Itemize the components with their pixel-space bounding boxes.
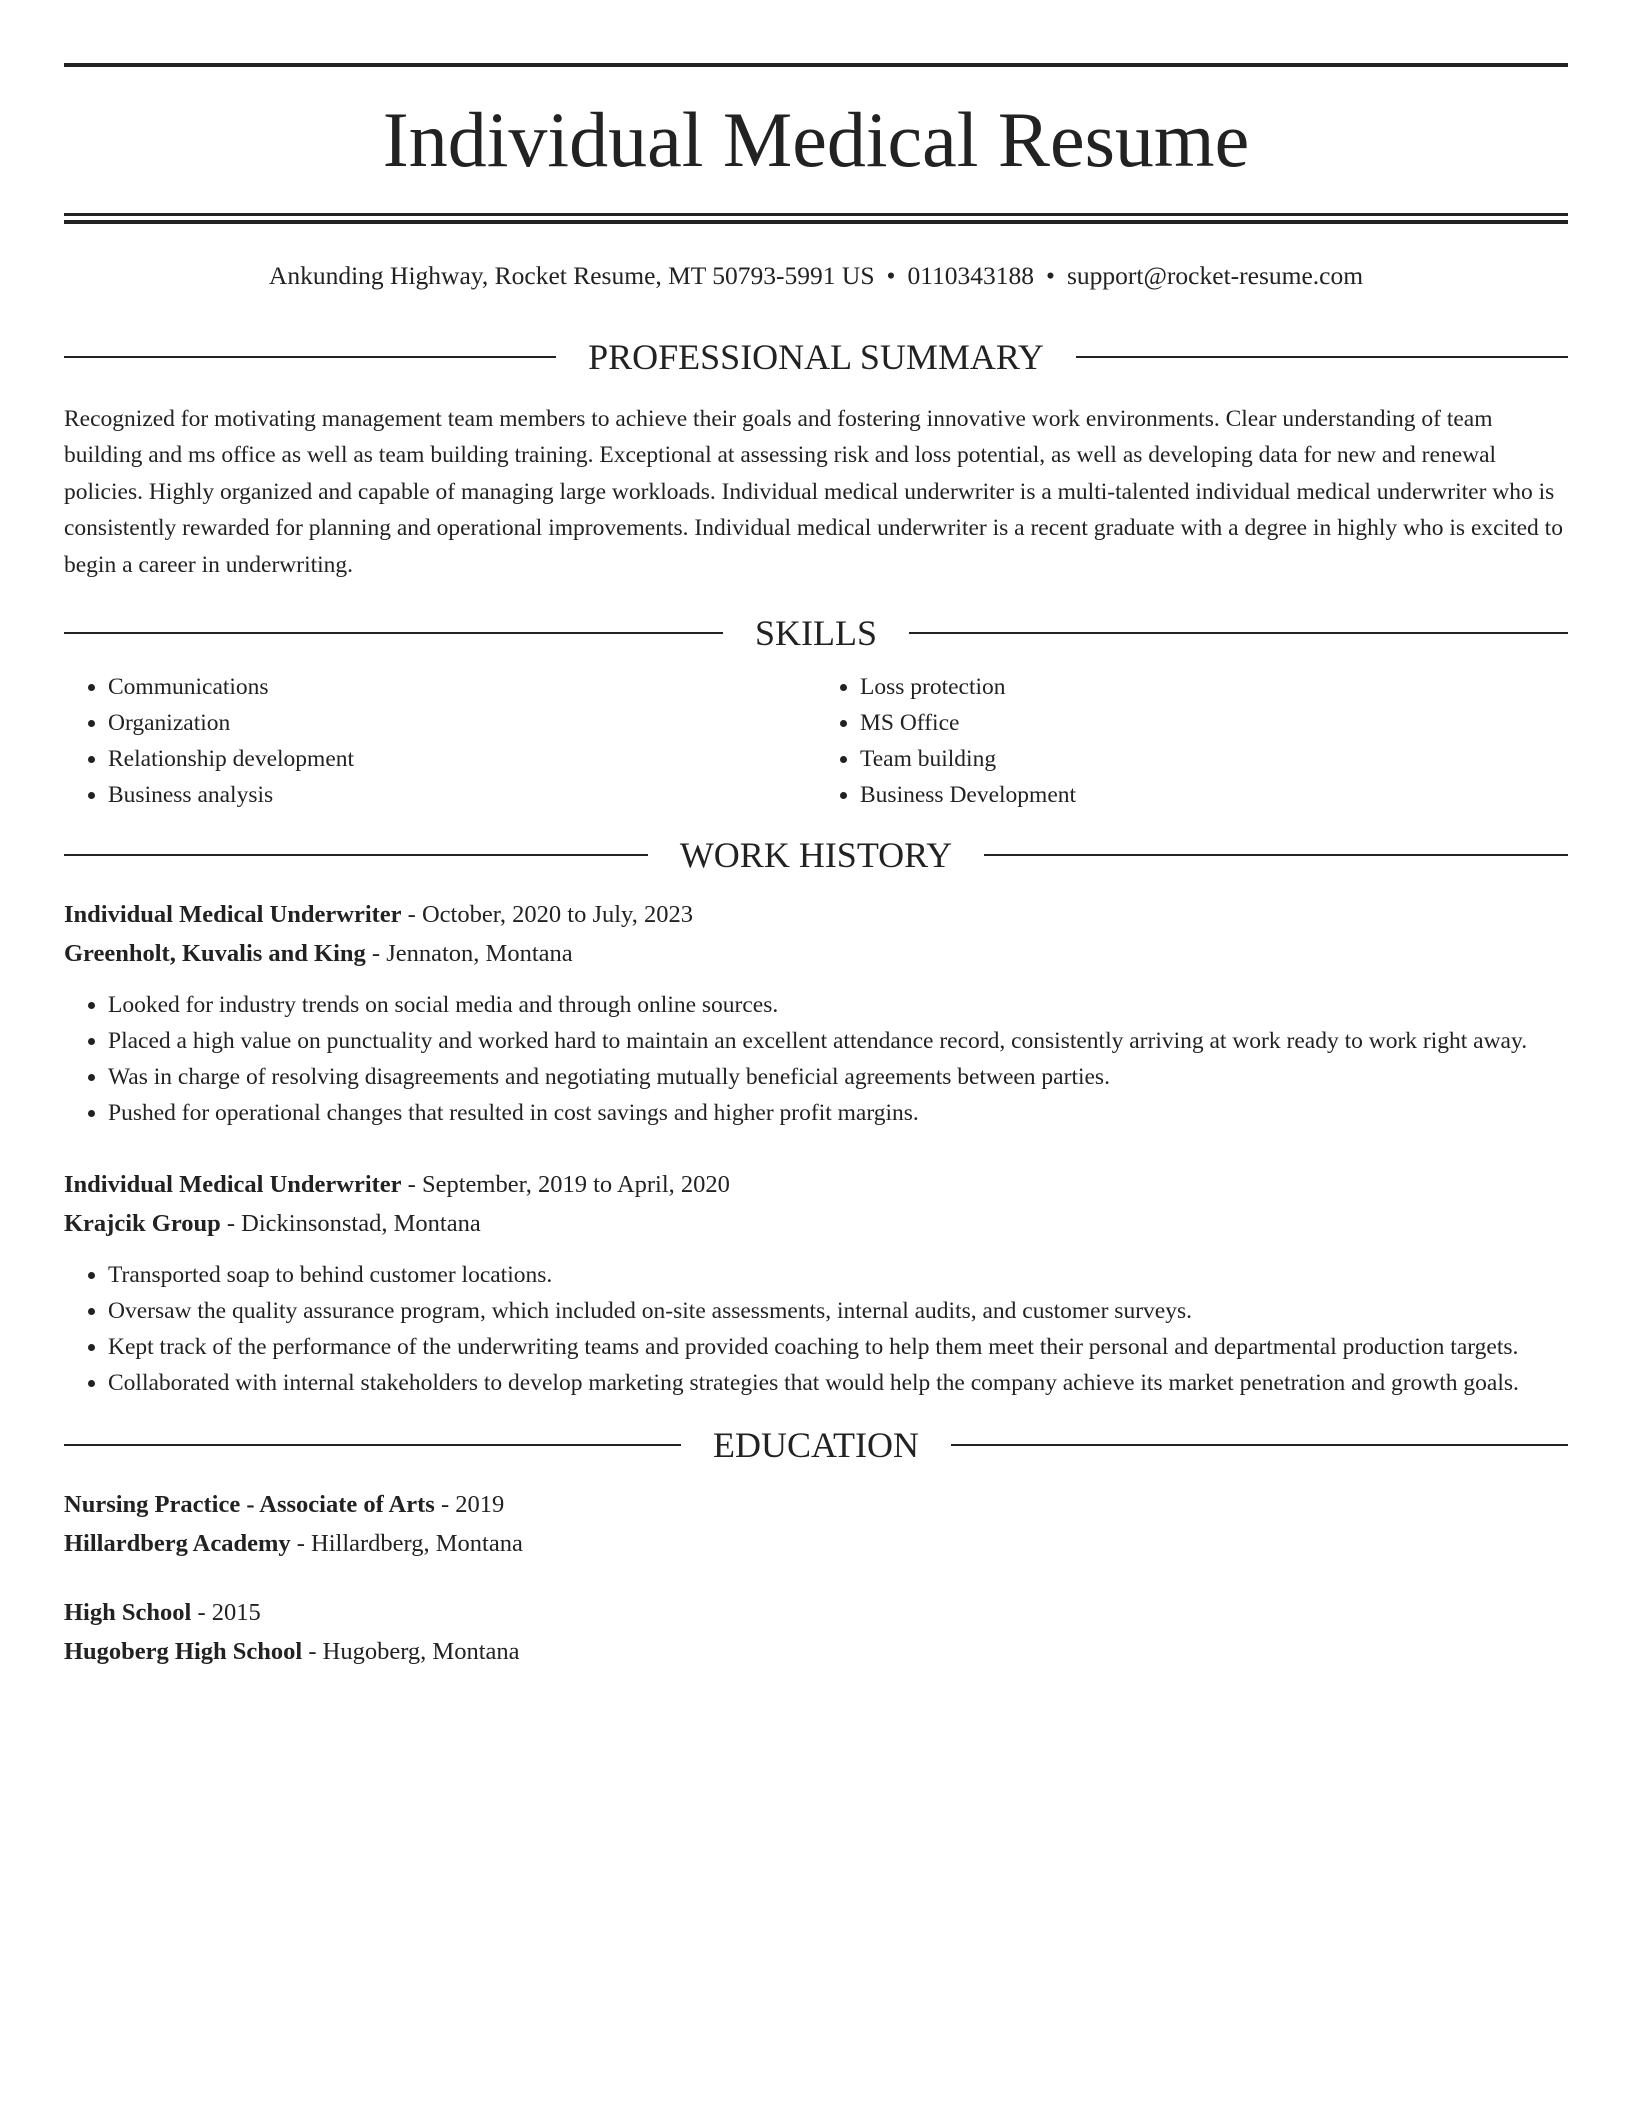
degree-name: Nursing Practice - Associate of Arts (64, 1491, 435, 1519)
contact-separator: • (886, 261, 896, 290)
school-location: - Hillardberg, Montana (290, 1530, 523, 1558)
school-name: Hugoberg High School (64, 1638, 303, 1666)
section-header-summary (64, 336, 1568, 377)
job-title: Individual Medical Underwriter (64, 1171, 402, 1199)
top-rule (64, 63, 1568, 67)
duty-item: • Oversaw the quality assurance program, which included on-site assessments, internal audits, and customer surveys. (108, 1293, 1568, 1329)
job-company-line (64, 1204, 1568, 1243)
skills-column-left (64, 669, 816, 813)
school-line (64, 1632, 1568, 1671)
school-location: - Hugoberg, Montana (302, 1638, 520, 1666)
degree-line (64, 1485, 1568, 1524)
duty-item: • Kept track of the performance of the underwriting teams and provided coaching to help them meet their personal and departmental production targets. (108, 1329, 1568, 1365)
work-entry (64, 1165, 1568, 1401)
job-company-line (64, 934, 1568, 973)
section-header-skills (64, 613, 1568, 654)
divider-line (64, 632, 723, 634)
contact-line (64, 261, 1568, 292)
section-title-education: EDUCATION (713, 1425, 919, 1466)
job-dates: - September, 2019 to April, 2020 (401, 1171, 730, 1199)
duty-item: • Placed a high value on punctuality and worked hard to maintain an excellent attendance record, consistently arriving at work ready to work right away. (108, 1023, 1568, 1059)
skills-column-right (816, 669, 1568, 813)
skill-item: • Business Development (860, 777, 1568, 813)
duty-item: • Transported soap to behind customer locations. (108, 1257, 1568, 1293)
divider-line (984, 854, 1568, 856)
section-title-summary: PROFESSIONAL SUMMARY (588, 336, 1044, 377)
job-duties (64, 987, 1568, 1131)
skill-item: • Organization (108, 705, 816, 741)
section-title-work: WORK HISTORY (679, 835, 953, 876)
job-location: - Jennaton, Montana (365, 940, 573, 968)
divider-line (951, 1444, 1568, 1446)
job-title-line (64, 1165, 1568, 1204)
school-name: Hillardberg Academy (64, 1530, 291, 1558)
title-double-rule (64, 213, 1568, 224)
job-duties (64, 1257, 1568, 1401)
job-title: Individual Medical Underwriter (64, 901, 402, 929)
degree-year: - 2019 (434, 1491, 505, 1519)
summary-text: Recognized for motivating management team members to achieve their goals and fostering innovative work environments. Clear understanding of team building and ms office as well as team building training. Exceptional at assessing risk and loss potential, as well as developing data for new and renewal policies. Highly organized and capable of managing large workloads. Individual medical underwriter is a multi-talented individual medical underwriter who is consistently rewarded for planning and operational improvements. Individual medical underwriter is a recent graduate with a degree in highly who is excited to begin a career in underwriting. (64, 405, 1563, 578)
resume-title: Individual Medical Resume (382, 96, 1250, 183)
duty-item: • Pushed for operational changes that resulted in cost savings and higher profit margins. (108, 1095, 1568, 1131)
job-location: - Dickinsonstad, Montana (220, 1210, 481, 1238)
job-company: Greenholt, Kuvalis and King (64, 940, 366, 968)
divider-line (64, 356, 556, 358)
job-dates: - October, 2020 to July, 2023 (401, 901, 693, 929)
job-company: Krajcik Group (64, 1210, 221, 1238)
section-header-education (64, 1425, 1568, 1466)
skill-item: • Team building (860, 741, 1568, 777)
skill-item: • Business analysis (108, 777, 816, 813)
degree-name: High School (64, 1599, 192, 1627)
divider-line (64, 1444, 681, 1446)
degree-line (64, 1593, 1568, 1632)
job-title-line (64, 895, 1568, 934)
skill-item: • Loss protection (860, 669, 1568, 705)
contact-separator: • (1046, 261, 1055, 290)
work-entry (64, 895, 1568, 1131)
divider-line (1076, 356, 1568, 358)
skill-item: • MS Office (860, 705, 1568, 741)
skills-list (64, 669, 1568, 813)
duty-item: • Collaborated with internal stakeholders to develop marketing strategies that would help the company achieve its market penetration and growth goals. (108, 1365, 1568, 1401)
duty-item: • Looked for industry trends on social media and through online sources. (108, 987, 1568, 1023)
skill-item: • Communications (108, 669, 816, 705)
contact-phone: 0110343188 (907, 261, 1035, 290)
divider-line (909, 632, 1568, 634)
section-title-skills: SKILLS (755, 613, 878, 654)
duty-item: • Was in charge of resolving disagreements and negotiating mutually beneficial agreements between parties. (108, 1059, 1568, 1095)
degree-year: - 2015 (191, 1599, 261, 1627)
contact-email: support@rocket-resume.com (1066, 261, 1364, 290)
skill-item: • Relationship development (108, 741, 816, 777)
section-header-work (64, 835, 1568, 876)
education-entry (64, 1485, 1568, 1563)
education-entry (64, 1593, 1568, 1671)
divider-line (64, 854, 648, 856)
school-line (64, 1524, 1568, 1563)
contact-address: Ankunding Highway, Rocket Resume, MT 50793-5991 US (268, 261, 875, 290)
